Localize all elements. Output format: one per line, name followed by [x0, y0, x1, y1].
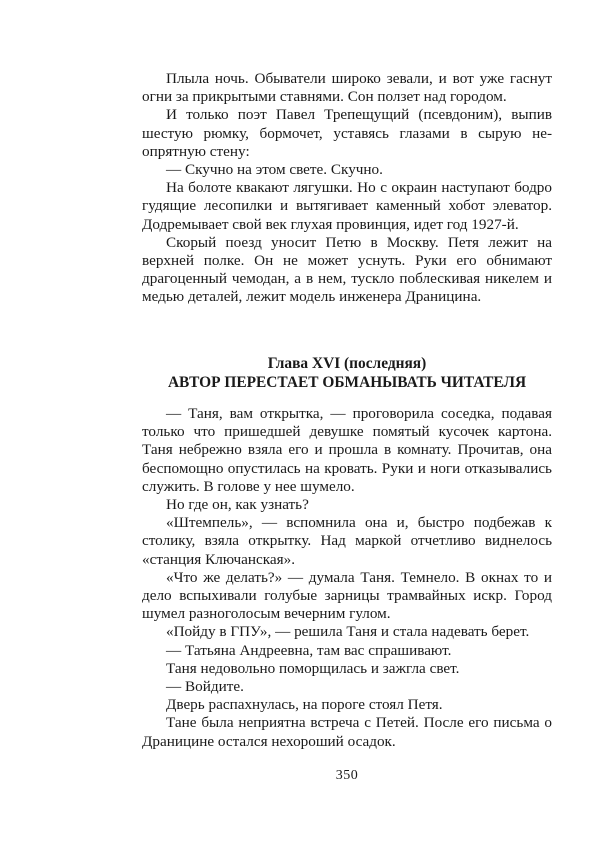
paragraph: Таня недовольно поморщилась и зажгла свет.	[166, 659, 460, 677]
page-number: 350	[335, 768, 359, 783]
paragraph: — Скучно на этом свете. Скучно.	[166, 161, 383, 179]
paragraph: — Татьяна Андреевна, там вас спрашивают.	[166, 641, 452, 659]
paragraph: — Таня, вам открытка, — проговорила соседка, подавая только что пришедшей девушке помятый кусочек картона. Таня небрежно взяла его и прошла в комнату. Прочитав, она беспомощно опустилась на кровать. Руки и ноги отказывались служить. В голове у нее шумело.	[142, 405, 552, 495]
paragraph: И только поэт Павел Трепещущий (псевдоним), выпив шестую рюмку, бормочет, уставясь глазами в сырую неопрятную стену:	[142, 106, 552, 160]
paragraph: На болоте квакают лягушки. Но с окраин наступают бодро гудящие лесопилки и вытягивает каменный хобот элеватор. Додремывает свой век глухая провинция, идет год 1927-й.	[142, 179, 552, 233]
paragraph: — Войдите.	[166, 678, 244, 696]
chapter-heading	[142, 354, 552, 392]
chapter-number: Глава XVI (последняя)	[267, 355, 427, 372]
chapter-title: АВТОР ПЕРЕСТАЕТ ОБМАНЫВАТЬ ЧИТАТЕЛЯ	[167, 374, 527, 391]
paragraph: Тане была неприятна встреча с Петей. После его письма о Драницине остался нехороший осадок.	[142, 714, 552, 750]
paragraph: Скорый поезд уносит Петю в Москву. Петя лежит на верхней полке. Он не может уснуть. Руки его обнимают драгоценный чемодан, а в нем, тускло поблескивая никелем и медью деталей, лежит модель инженера Драницина.	[142, 233, 552, 306]
text-block-bottom	[142, 405, 552, 751]
paragraph: «Пойду в ГПУ», — решила Таня и стала надевать берет.	[166, 623, 530, 641]
paragraph: «Что же делать?» — думала Таня. Темнело. В окнах то и дело вспыхивали голубые зарницы трамвайных искр. Город шумел разноголосым вечерним гулом.	[142, 568, 552, 623]
paragraph: Дверь распахнулась, на пороге стоял Петя.	[166, 696, 443, 714]
paragraph: Плыла ночь. Обыватели широко зевали, и вот уже гаснут огни за прикрытыми ставнями. Сон ползет над городом.	[142, 70, 552, 106]
paragraph: «Штемпель», — вспомнила она и, быстро подбежав к столику, взяла открытку. Над маркой отчетливо виднелось «станция Ключанская».	[142, 514, 552, 568]
paragraph: Но где он, как узнать?	[166, 496, 309, 514]
text-block-top	[142, 70, 552, 307]
